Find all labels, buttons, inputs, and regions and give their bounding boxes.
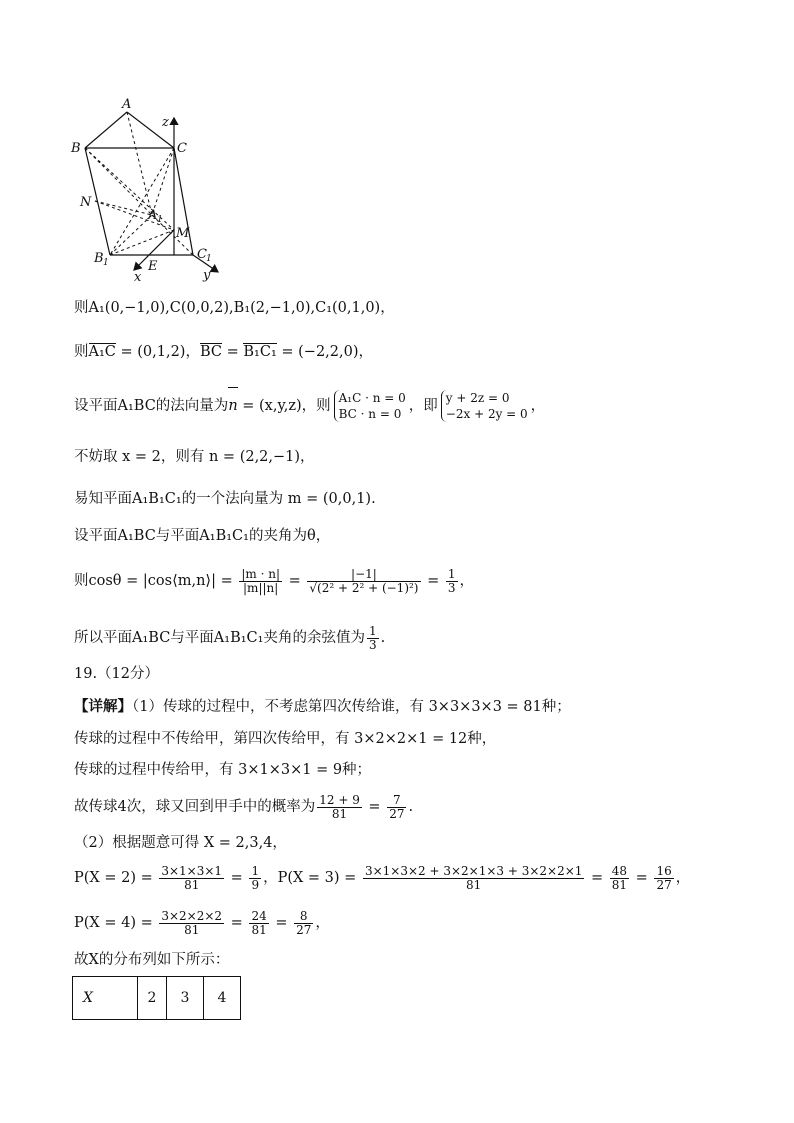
vector-BC: BC	[199, 344, 222, 360]
numerator: 12 + 9	[319, 792, 360, 807]
px4-line	[74, 905, 330, 941]
normal-vector-line	[74, 386, 545, 426]
distribution-table	[72, 976, 241, 1020]
numerator: 48	[611, 863, 628, 878]
fraction	[367, 625, 379, 652]
label-B: B	[71, 141, 81, 156]
text: = (−2,2,0)，	[276, 344, 373, 360]
fraction	[446, 568, 458, 595]
vector-B1C1: B₁C₁	[243, 344, 277, 360]
detail-line-1	[74, 697, 571, 717]
coords-line	[74, 298, 395, 318]
text: 故传球4次，球又回到甲手中的概率为	[74, 799, 316, 815]
dash-B-A1	[85, 148, 152, 215]
text: 易知平面A₁B₁C₁的一个法向量为 m = (0,0,1).	[74, 491, 376, 507]
denominator: 27	[296, 922, 312, 937]
denominator: 81	[184, 877, 200, 892]
numerator: |m · n|	[241, 566, 280, 581]
denominator: 9	[251, 877, 260, 892]
text: =	[270, 915, 293, 931]
text: 设平面A₁BC与平面A₁B₁C₁的夹角为θ，	[74, 528, 331, 544]
denominator: 3	[447, 580, 456, 595]
text: =	[586, 870, 608, 886]
dash-B1-A1	[110, 215, 152, 255]
fraction	[239, 568, 282, 595]
numerator: 7	[387, 794, 406, 808]
dash-A-A1	[127, 112, 152, 215]
table-row	[73, 977, 241, 1020]
text: 则cosθ = |cos⟨m,n⟩| =	[74, 573, 238, 589]
text: ，	[315, 915, 330, 931]
label-A1: A	[148, 208, 158, 223]
vector-n: n	[228, 386, 237, 426]
text: = (x,y,z)，则	[237, 398, 331, 414]
text: P(X = 2) =	[74, 870, 158, 886]
label-z: z	[162, 115, 169, 130]
text: ，即	[408, 398, 438, 414]
cos-line	[74, 563, 474, 599]
normal-m-line	[74, 489, 376, 509]
edge-A-B	[85, 112, 127, 148]
numerator: 24	[251, 908, 267, 923]
numerator: 1	[447, 566, 456, 581]
px2-px3-line	[74, 860, 690, 896]
denominator: 27	[389, 806, 405, 821]
table-cell: 3	[167, 977, 204, 1020]
fraction	[307, 568, 420, 595]
distribution-intro	[74, 950, 229, 970]
fraction	[294, 910, 313, 937]
dash-N-A1	[95, 201, 152, 215]
denominator: 3	[368, 637, 377, 652]
denominator: 81	[611, 877, 628, 892]
detail-tag: 【详解】	[74, 698, 132, 715]
numerator: 3×1×3×1	[161, 863, 223, 878]
label-C1-sub: 1	[206, 254, 212, 264]
denominator: 81	[466, 877, 482, 892]
prism-figure	[0, 0, 794, 290]
text: =	[283, 573, 306, 589]
denominator: |m||n|	[243, 580, 279, 595]
label-C: C	[177, 141, 187, 156]
label-y: y	[203, 268, 211, 283]
text: =	[222, 344, 244, 360]
detail-line-3	[74, 760, 371, 780]
text: ，	[459, 573, 475, 589]
text: P(X = 4) =	[74, 915, 158, 931]
label-N: N	[80, 195, 92, 210]
label-B1: B	[94, 251, 104, 266]
equation: A₁C · n = 0	[338, 391, 406, 405]
numerator: 16	[656, 863, 672, 878]
label-A1-sub: 1	[157, 215, 163, 225]
denominator: √(2² + 2² + (−1)²)	[309, 580, 419, 595]
fraction	[387, 794, 406, 821]
label-M: M	[176, 226, 190, 241]
question-19-heading	[74, 664, 159, 684]
numerator: 1	[251, 863, 260, 878]
fraction	[610, 865, 629, 892]
choose-x-line	[74, 447, 315, 467]
fraction	[654, 865, 673, 892]
numerator: 1	[368, 623, 377, 638]
table-cell: 4	[204, 977, 241, 1020]
fraction	[249, 865, 261, 892]
text: .	[380, 630, 386, 646]
text: 不妨取 x = 2，则有 n = (2,2,−1)，	[74, 449, 315, 465]
text: ，	[530, 398, 546, 414]
denominator: 81	[184, 922, 200, 937]
fraction	[317, 794, 362, 821]
denominator: 81	[251, 922, 267, 937]
text: =	[226, 870, 248, 886]
text: （2）根据题意可得 X = 2,3,4，	[74, 835, 287, 851]
text: 传球的过程中不传给甲，第四次传给甲，有 3×2×2×1 = 12种，	[74, 731, 497, 747]
label-A: A	[122, 97, 132, 112]
label-B1-sub: 1	[103, 258, 109, 268]
dash-B1-M	[110, 230, 174, 255]
fraction	[363, 865, 584, 892]
table-header-cell: X	[73, 977, 138, 1020]
text: =	[363, 799, 386, 815]
text: 传球的过程中传给甲，有 3×1×3×1 = 9种；	[74, 762, 372, 778]
text: ，P(X = 3) =	[263, 870, 361, 886]
numerator: 3×1×3×2 + 3×2×1×3 + 3×2×2×1	[364, 863, 583, 878]
text: 19.（12分）	[74, 666, 160, 682]
text: =	[422, 573, 444, 589]
vector-A1C: A₁C	[88, 344, 116, 360]
text: =	[226, 915, 248, 931]
probability-line	[74, 789, 413, 825]
table-cell: 2	[138, 977, 167, 1020]
text: （1）传球的过程中，不考虑第四次传给谁，有 3×3×3×3 = 81种；	[132, 699, 571, 715]
label-x: x	[134, 270, 142, 285]
equation-system-2	[441, 390, 528, 422]
label-C1: C	[197, 247, 207, 262]
equation: y + 2z = 0	[445, 391, 510, 405]
text: ，	[675, 870, 691, 886]
text: .	[408, 799, 414, 815]
text: 故X的分布列如下所示：	[74, 952, 230, 968]
fraction	[159, 910, 224, 937]
angle-line	[74, 526, 330, 546]
numerator: |−1|	[307, 568, 420, 582]
denominator: 27	[656, 877, 672, 892]
text: 则	[74, 344, 89, 360]
text: 所以平面A₁BC与平面A₁B₁C₁夹角的余弦值为	[74, 630, 365, 646]
text: =	[631, 870, 653, 886]
text: = (0,1,2)，	[115, 344, 200, 360]
label-E: E	[148, 259, 158, 274]
dash-C-A1	[152, 148, 174, 215]
equation: BC · n = 0	[338, 407, 402, 421]
conclusion-line	[74, 620, 385, 656]
text: 设平面A₁BC的法向量为	[74, 398, 229, 414]
vectors-line	[74, 342, 373, 362]
numerator: 8	[294, 910, 313, 924]
detail-line-2	[74, 729, 496, 749]
fraction	[249, 910, 268, 937]
numerator: 3×2×2×2	[161, 908, 223, 923]
fraction	[159, 865, 224, 892]
equation: −2x + 2y = 0	[445, 407, 528, 421]
part-2-line	[74, 833, 287, 853]
denominator: 81	[331, 806, 348, 821]
equation-system-1	[334, 390, 406, 422]
coords-text: 则A₁(0,−1,0),C(0,0,2),B₁(2,−1,0),C₁(0,1,0)，	[74, 300, 395, 316]
